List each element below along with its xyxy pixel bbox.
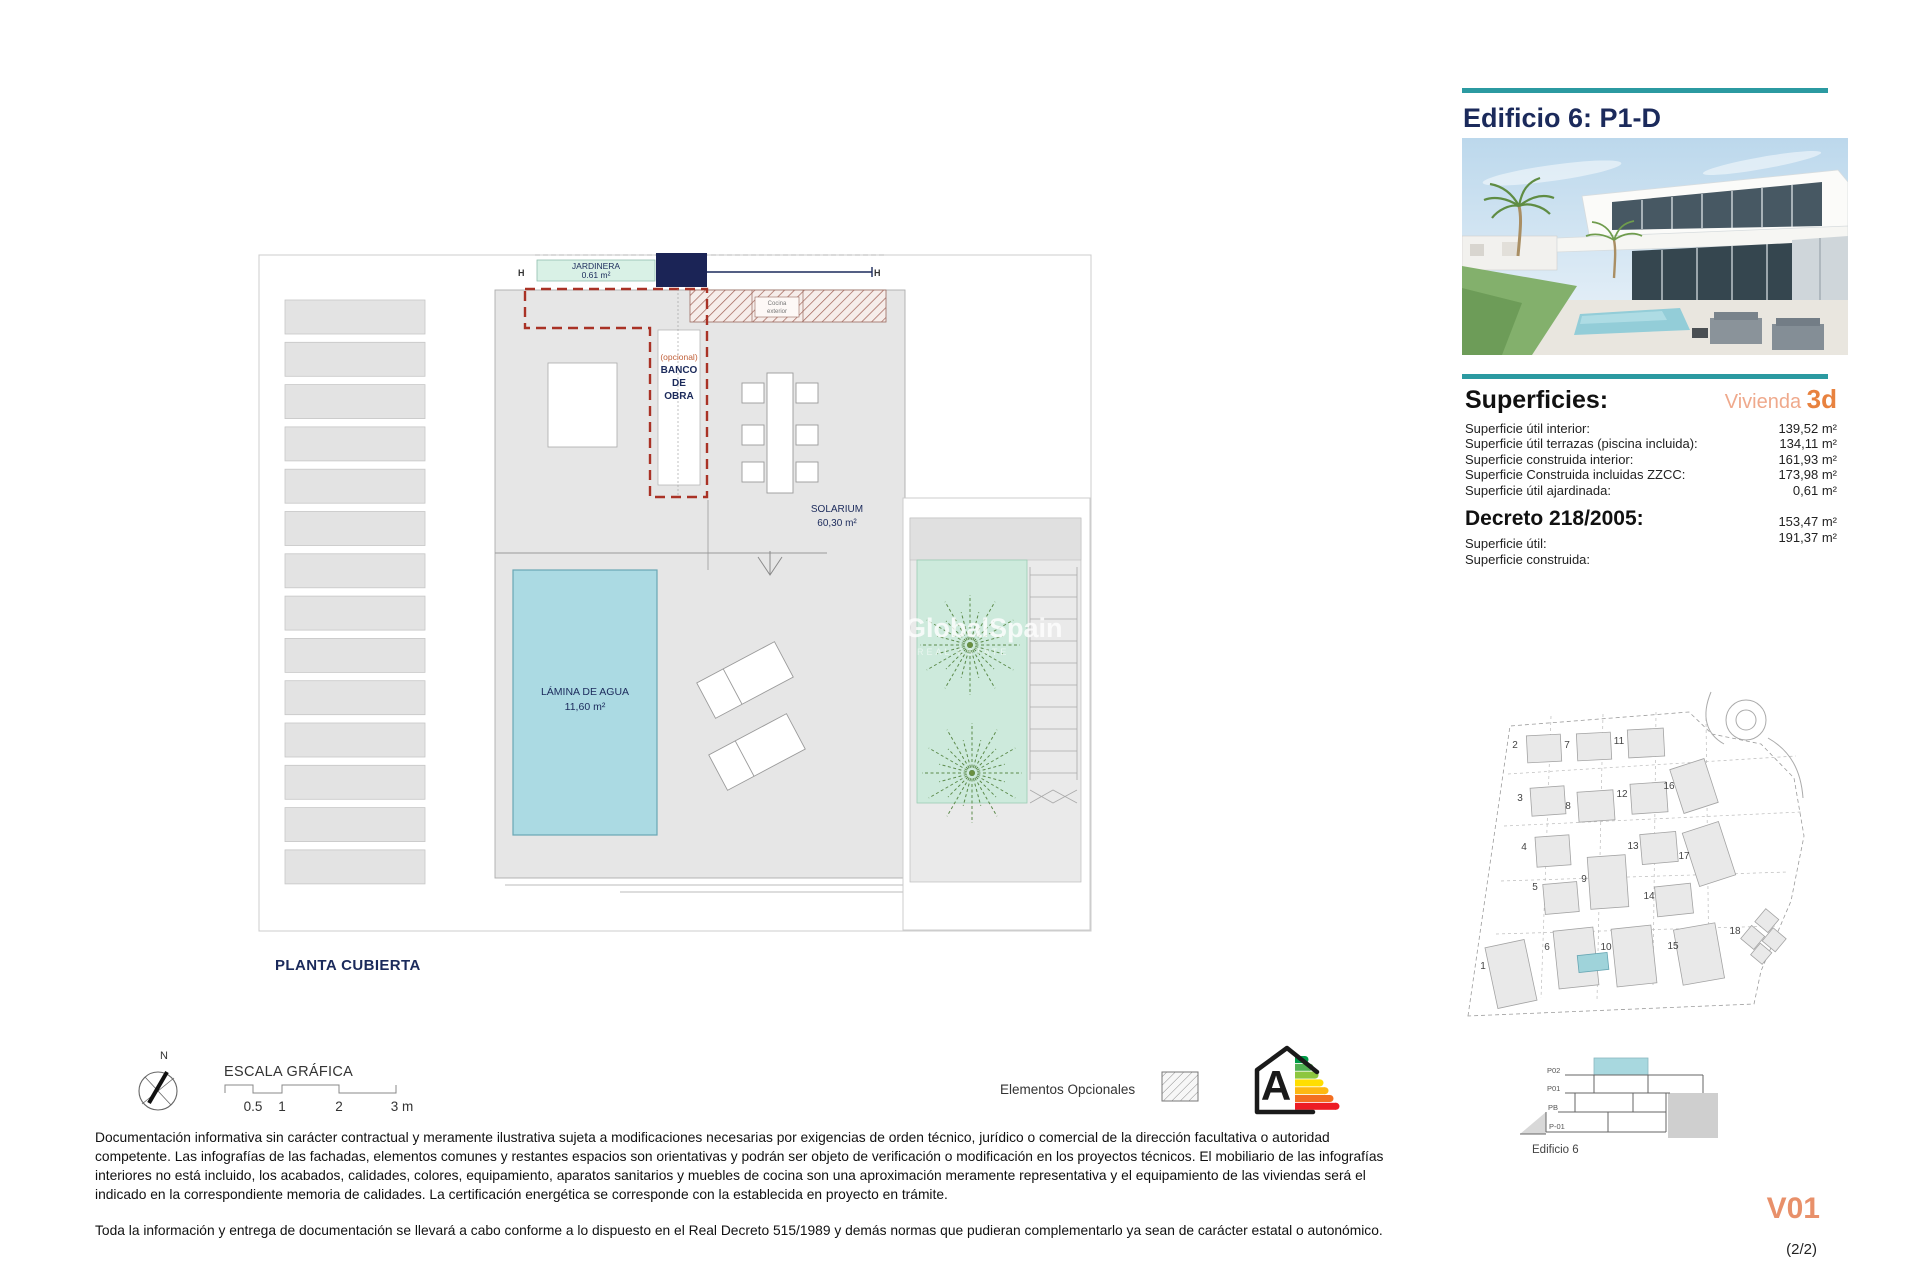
- row-value: 134,11 m²: [1779, 436, 1837, 452]
- row-value: 139,52 m²: [1778, 421, 1837, 436]
- villa-render-image: [1462, 138, 1848, 355]
- solarium-area: 60,30 m²: [817, 518, 857, 529]
- ground-slope: [1520, 1112, 1546, 1134]
- site-plan-map: [1456, 686, 1836, 1021]
- hatched-optional-area: [690, 290, 886, 322]
- svg-text:P01: P01: [1547, 1084, 1561, 1093]
- optional-elements-label: Elementos Opcionales: [1000, 1082, 1136, 1097]
- scale-tick-label: 3 m: [390, 1099, 414, 1114]
- row-value: 161,93 m²: [1778, 451, 1837, 467]
- row-label: Superficie útil terrazas (piscina incluida):: [1465, 436, 1698, 452]
- superficies-header: [1465, 384, 1837, 415]
- decreto-value: 153,47 m²: [1778, 514, 1837, 529]
- vivienda-label: Vivienda: [1724, 391, 1802, 413]
- decreto-label: Superficie útil:: [1465, 536, 1547, 551]
- energy-rating-icon: [1243, 1040, 1343, 1122]
- svg-text:5: 5: [1532, 882, 1538, 893]
- svg-text:16: 16: [1663, 781, 1675, 792]
- plan-caption: PLANTA CUBIERTA: [275, 957, 421, 974]
- table-row: [1465, 452, 1837, 467]
- watermark-sub: REAL ESTATE: [917, 647, 1010, 657]
- row-label: Superficie construida interior:: [1465, 451, 1634, 467]
- scale-tick-label: 1: [278, 1099, 286, 1114]
- svg-text:3: 3: [1517, 793, 1523, 804]
- cocina-exterior-label: Cocina: [767, 301, 787, 307]
- watermark: GlobalSpain: [905, 613, 1063, 643]
- svg-text:P02: P02: [1547, 1066, 1561, 1075]
- decreto-heading: Decreto 218/2005:: [1465, 507, 1644, 530]
- svg-text:2: 2: [1512, 740, 1518, 751]
- svg-text:10: 10: [1600, 942, 1612, 953]
- banco-opcional-label: (opcional): [660, 352, 698, 362]
- header-rule-bottom: [1462, 374, 1828, 379]
- scale-tick-label: 0.5: [243, 1099, 263, 1114]
- energy-bars: [1295, 1056, 1340, 1110]
- svg-text:14: 14: [1643, 891, 1655, 902]
- page-indicator: (2/2): [1786, 1241, 1817, 1258]
- decreto-block: [1465, 507, 1837, 568]
- jardinera-area: 0.61 m²: [581, 270, 611, 280]
- version-label: V01: [1766, 1192, 1820, 1225]
- energy-letter: A: [1260, 1062, 1292, 1109]
- svg-text:13: 13: [1627, 841, 1639, 852]
- svg-text:4: 4: [1521, 842, 1527, 853]
- vivienda-tag: [1725, 384, 1837, 415]
- svg-text:PB: PB: [1548, 1103, 1559, 1112]
- vivienda-code: 3d: [1806, 384, 1837, 414]
- decreto-value: 191,37 m²: [1778, 530, 1837, 545]
- roundabout: [1706, 692, 1803, 798]
- dining-table-set: [742, 373, 818, 493]
- legal-disclaimer: [95, 1128, 1387, 1240]
- superficies-heading: Superficies:: [1465, 386, 1609, 414]
- svg-text:15: 15: [1667, 941, 1679, 952]
- legal-paragraph-2: Toda la información y entrega de documentación se llevará a cabo conforme a lo dispuesto en el Real Decreto 515/1989 y demás normas que pudieran complementarlo ya sean de carácter estatal o autonómico.: [95, 1223, 1383, 1238]
- banco-label-3: OBRA: [664, 391, 694, 402]
- solarium-label: SOLARIUM: [810, 504, 864, 515]
- left-h-marker: H: [518, 268, 525, 278]
- cocina-exterior-label2: exterior: [766, 309, 788, 315]
- north-label: N: [160, 1050, 168, 1062]
- banco-label-2: DE: [672, 378, 686, 389]
- decreto-label: Superficie construida:: [1465, 552, 1591, 567]
- chimney-block: [656, 253, 707, 287]
- row-label: Superficie útil ajardinada:: [1465, 482, 1611, 498]
- building-footprints: [1485, 728, 1793, 1008]
- table-row: [1465, 421, 1837, 436]
- header-rule-top: [1462, 88, 1828, 93]
- garden-stair-block: [903, 498, 1090, 930]
- table-row: [1465, 436, 1837, 451]
- svg-text:8: 8: [1565, 801, 1571, 812]
- scale-bar: [224, 1084, 424, 1116]
- roof-floor-plan: [255, 245, 1100, 940]
- svg-text:12: 12: [1616, 789, 1628, 800]
- svg-text:17: 17: [1678, 851, 1690, 862]
- optional-hatch-swatch: [1160, 1070, 1200, 1104]
- svg-text:6: 6: [1544, 942, 1550, 953]
- banco-label-1: BANCO: [660, 365, 698, 376]
- footer-version-block: [1720, 1192, 1820, 1258]
- row-label: Superficie útil interior:: [1465, 421, 1590, 436]
- jardinera-label: JARDINERA: [571, 261, 621, 271]
- table-row: [1465, 467, 1837, 482]
- highlighted-unit: [1577, 952, 1609, 972]
- building-section-diagram: [1518, 1050, 1728, 1150]
- skylight: [548, 363, 617, 447]
- floor-labels: [1547, 1066, 1565, 1131]
- ground-mass: [1668, 1093, 1718, 1138]
- highlighted-floor: [1594, 1058, 1648, 1075]
- row-value: 173,98 m²: [1778, 467, 1837, 483]
- row-value: 0,61 m²: [1792, 482, 1837, 498]
- right-h-marker: H: [874, 268, 881, 278]
- svg-text:7: 7: [1564, 740, 1570, 751]
- superficies-table: [1465, 421, 1837, 498]
- legal-paragraph-1: Documentación informativa sin carácter contractual y meramente ilustrativa sujeta a modificaciones necesarias por exigencias de orden técnico, jurídico o comercial de la dirección facultativa o autoridad competente. Las infografías de las fachadas, elementos comunes y restantes espacios son orientativas y podrán ser objeto de verificación o modificación en los proyectos técnicos. El mobiliario de las infografías interiores no está incluido, los acabados, calidades, colores, equipamiento, aparatos sanitarios y muebles de cocina son una aproximación meramente representativa y el equipamiento de las viviendas será el indicado en la correspondiente memoria de calidades. La certificación energética se corresponde con la establecida en proyecto en trámite.: [95, 1130, 1384, 1202]
- scale-bar-title: ESCALA GRÁFICA: [224, 1064, 354, 1080]
- svg-text:11: 11: [1613, 736, 1625, 747]
- pool-label: LÁMINA DE AGUA: [540, 686, 630, 698]
- svg-text:P-01: P-01: [1549, 1122, 1565, 1131]
- table-row: [1465, 483, 1837, 498]
- compass-icon: [128, 1046, 190, 1118]
- row-label: Superficie Construida incluidas ZZCC:: [1465, 467, 1686, 483]
- pool-area: 11,60 m²: [564, 701, 606, 713]
- svg-text:18: 18: [1729, 926, 1741, 937]
- svg-text:1: 1: [1480, 961, 1486, 972]
- svg-text:9: 9: [1581, 874, 1587, 885]
- section-building-label: Edificio 6: [1532, 1144, 1579, 1156]
- page-title: Edificio 6: P1-D: [1463, 103, 1662, 133]
- scale-tick-label: 2: [335, 1099, 343, 1114]
